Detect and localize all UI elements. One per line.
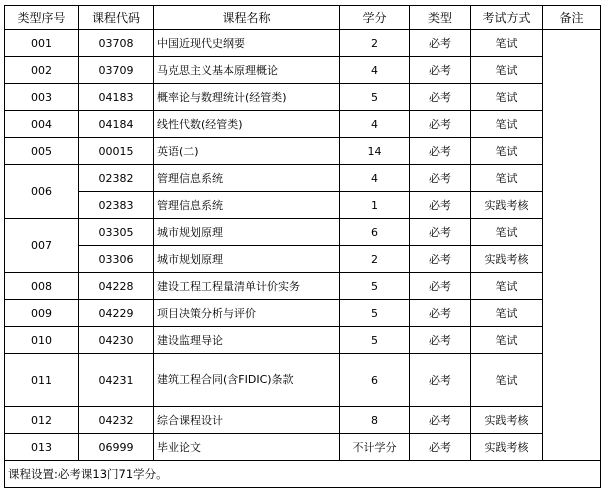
exam-cell: 实践考核 xyxy=(471,434,543,461)
credit-cell: 5 xyxy=(340,273,410,300)
name-cell: 城市规划原理 xyxy=(154,219,340,246)
credit-cell: 不计学分 xyxy=(340,434,410,461)
type-cell: 必考 xyxy=(410,84,471,111)
name-cell: 管理信息系统 xyxy=(154,192,340,219)
credit-cell: 5 xyxy=(340,84,410,111)
code-cell: 00015 xyxy=(79,138,154,165)
seq-cell: 003 xyxy=(5,84,79,111)
name-cell: 城市规划原理 xyxy=(154,246,340,273)
exam-cell: 笔试 xyxy=(471,165,543,192)
name-cell: 毕业论文 xyxy=(154,434,340,461)
exam-cell: 笔试 xyxy=(471,138,543,165)
credit-cell: 2 xyxy=(340,30,410,57)
seq-cell: 005 xyxy=(5,138,79,165)
name-cell: 概率论与数理统计(经管类) xyxy=(154,84,340,111)
table-row xyxy=(5,327,601,354)
seq-cell: 004 xyxy=(5,111,79,138)
credit-cell: 8 xyxy=(340,407,410,434)
table-row xyxy=(5,273,601,300)
table-row xyxy=(5,192,601,219)
exam-cell: 笔试 xyxy=(471,273,543,300)
type-cell: 必考 xyxy=(410,273,471,300)
code-cell: 03306 xyxy=(79,246,154,273)
code-cell: 04183 xyxy=(79,84,154,111)
type-cell: 必考 xyxy=(410,138,471,165)
type-cell: 必考 xyxy=(410,30,471,57)
footnote-row xyxy=(5,461,601,488)
table-row xyxy=(5,84,601,111)
name-cell: 线性代数(经管类) xyxy=(154,111,340,138)
footnote: 课程设置:必考课13门71学分。 xyxy=(5,461,601,488)
credit-cell: 4 xyxy=(340,111,410,138)
table-row xyxy=(5,246,601,273)
type-cell: 必考 xyxy=(410,327,471,354)
seq-cell: 007 xyxy=(5,219,79,273)
type-cell: 必考 xyxy=(410,300,471,327)
type-cell: 必考 xyxy=(410,57,471,84)
code-cell: 06999 xyxy=(79,434,154,461)
code-cell: 04229 xyxy=(79,300,154,327)
exam-cell: 实践考核 xyxy=(471,407,543,434)
type-cell: 必考 xyxy=(410,111,471,138)
code-cell: 03708 xyxy=(79,30,154,57)
code-cell: 02383 xyxy=(79,192,154,219)
table-row xyxy=(5,219,601,246)
header-credit: 学分 xyxy=(340,6,410,30)
seq-cell: 006 xyxy=(5,165,79,219)
exam-cell: 笔试 xyxy=(471,57,543,84)
exam-cell: 笔试 xyxy=(471,219,543,246)
type-cell: 必考 xyxy=(410,407,471,434)
header-remark: 备注 xyxy=(543,6,601,30)
name-cell: 英语(二) xyxy=(154,138,340,165)
header-seq: 类型序号 xyxy=(5,6,79,30)
name-cell: 综合课程设计 xyxy=(154,407,340,434)
exam-cell: 笔试 xyxy=(471,30,543,57)
seq-cell: 009 xyxy=(5,300,79,327)
type-cell: 必考 xyxy=(410,354,471,407)
name-cell: 项目决策分析与评价 xyxy=(154,300,340,327)
exam-cell: 笔试 xyxy=(471,327,543,354)
table-row xyxy=(5,111,601,138)
exam-cell: 笔试 xyxy=(471,111,543,138)
exam-cell: 笔试 xyxy=(471,84,543,111)
seq-cell: 010 xyxy=(5,327,79,354)
exam-cell: 实践考核 xyxy=(471,192,543,219)
credit-cell: 14 xyxy=(340,138,410,165)
code-cell: 03709 xyxy=(79,57,154,84)
code-cell: 04184 xyxy=(79,111,154,138)
code-cell: 04228 xyxy=(79,273,154,300)
type-cell: 必考 xyxy=(410,165,471,192)
header-name: 课程名称 xyxy=(154,6,340,30)
curriculum-table-wrapper xyxy=(4,5,600,488)
table-row xyxy=(5,30,601,57)
code-cell: 03305 xyxy=(79,219,154,246)
type-cell: 必考 xyxy=(410,219,471,246)
code-cell: 04231 xyxy=(79,354,154,407)
curriculum-table xyxy=(4,5,601,488)
exam-cell: 笔试 xyxy=(471,300,543,327)
name-cell: 建设工程工程量清单计价实务 xyxy=(154,273,340,300)
credit-cell: 6 xyxy=(340,219,410,246)
table-row xyxy=(5,354,601,407)
name-cell: 建筑工程合同(含FIDIC)条款 xyxy=(154,354,340,407)
table-row xyxy=(5,300,601,327)
name-cell: 中国近现代史纲要 xyxy=(154,30,340,57)
seq-cell: 012 xyxy=(5,407,79,434)
code-cell: 04230 xyxy=(79,327,154,354)
header-type: 类型 xyxy=(410,6,471,30)
seq-cell: 008 xyxy=(5,273,79,300)
credit-cell: 4 xyxy=(340,165,410,192)
table-row xyxy=(5,57,601,84)
credit-cell: 2 xyxy=(340,246,410,273)
table-row xyxy=(5,138,601,165)
table-row xyxy=(5,407,601,434)
name-cell: 马克思主义基本原理概论 xyxy=(154,57,340,84)
type-cell: 必考 xyxy=(410,192,471,219)
credit-cell: 6 xyxy=(340,354,410,407)
header-row xyxy=(5,6,601,30)
type-cell: 必考 xyxy=(410,434,471,461)
credit-cell: 4 xyxy=(340,57,410,84)
seq-cell: 002 xyxy=(5,57,79,84)
seq-cell: 001 xyxy=(5,30,79,57)
type-cell: 必考 xyxy=(410,246,471,273)
header-exam: 考试方式 xyxy=(471,6,543,30)
remark-cell xyxy=(543,30,601,461)
table-row xyxy=(5,434,601,461)
seq-cell: 011 xyxy=(5,354,79,407)
credit-cell: 5 xyxy=(340,327,410,354)
credit-cell: 5 xyxy=(340,300,410,327)
name-cell: 管理信息系统 xyxy=(154,165,340,192)
exam-cell: 笔试 xyxy=(471,354,543,407)
header-code: 课程代码 xyxy=(79,6,154,30)
seq-cell: 013 xyxy=(5,434,79,461)
name-cell: 建设监理导论 xyxy=(154,327,340,354)
credit-cell: 1 xyxy=(340,192,410,219)
code-cell: 04232 xyxy=(79,407,154,434)
code-cell: 02382 xyxy=(79,165,154,192)
table-row xyxy=(5,165,601,192)
exam-cell: 实践考核 xyxy=(471,246,543,273)
